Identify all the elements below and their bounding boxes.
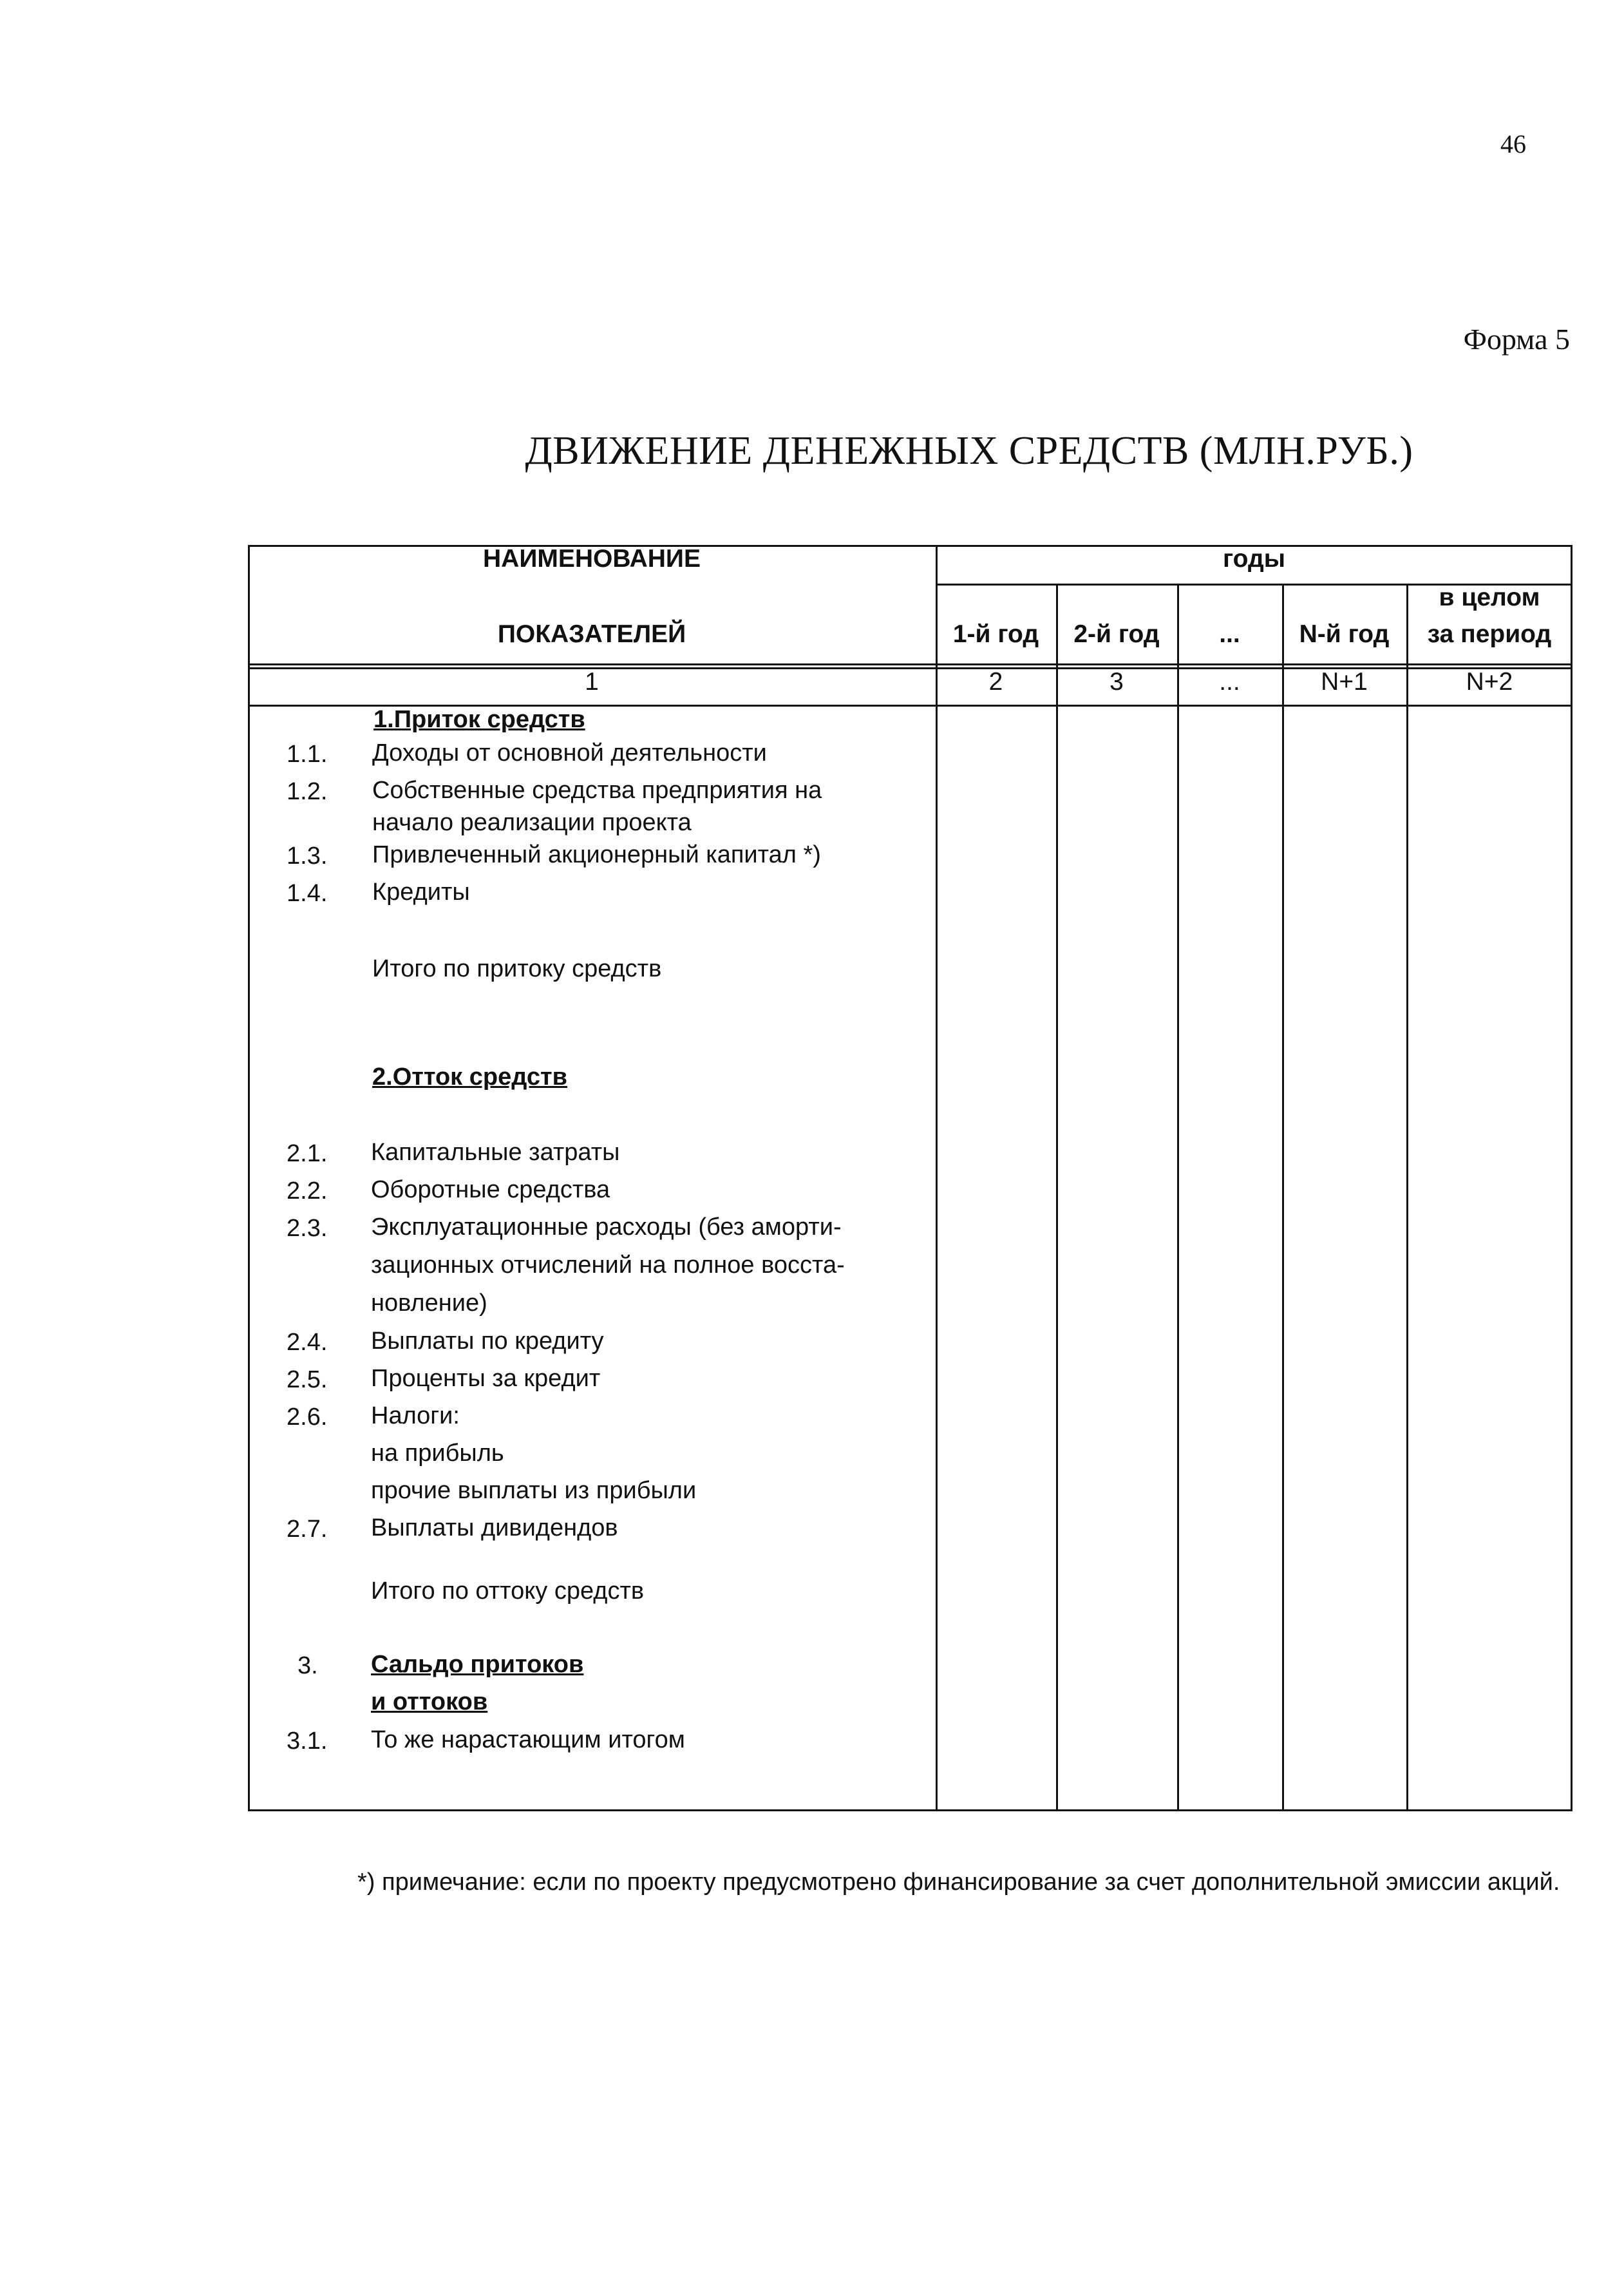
row-label: Оборотные средства <box>371 1176 610 1203</box>
col-number-dots: ... <box>1219 668 1240 696</box>
row-label: Налоги: <box>371 1402 460 1429</box>
subtotal-label: Итого по притоку средств <box>372 955 662 982</box>
row-label: Эксплуатационные расходы (без аморти- <box>371 1214 842 1241</box>
header-year1: 1-й год <box>952 620 1039 648</box>
header-name-line2: ПОКАЗАТЕЛЕЙ <box>497 620 686 648</box>
row-number: 3. <box>297 1652 318 1679</box>
section-title: и оттоков <box>371 1688 488 1715</box>
subtotal-label: Итого по оттоку средств <box>371 1577 645 1605</box>
row-label: Привлеченный акционерный капитал *) <box>372 841 821 868</box>
table-divider <box>1282 585 1284 1811</box>
section-title: 1.Приток средств <box>373 706 585 733</box>
row-label: прочие выплаты из прибыли <box>371 1477 697 1504</box>
row-number: 1.3. <box>287 843 328 870</box>
row-number: 2.5. <box>287 1366 328 1393</box>
row-label: То же нарастающим итогом <box>371 1726 685 1753</box>
row-label: Доходы от основной деятельности <box>372 739 767 767</box>
row-number: 1.2. <box>287 778 328 805</box>
document-title: ДВИЖЕНИЕ ДЕНЕЖНЫХ СРЕДСТВ (МЛН.РУБ.) <box>525 429 1413 473</box>
header-dots: ... <box>1219 620 1240 648</box>
row-label: Кредиты <box>372 879 470 906</box>
row-number: 2.2. <box>287 1177 328 1205</box>
header-name-line1: НАИМЕНОВАНИЕ <box>483 545 701 573</box>
footnote: *) примечание: если по проекту предусмотрено финансирование за счет дополнительной эмиссии акций. <box>357 1869 1560 1896</box>
row-label: на прибыль <box>371 1440 504 1467</box>
table-divider <box>936 545 938 1811</box>
row-number: 2.1. <box>287 1140 328 1167</box>
header-year2: 2-й год <box>1073 620 1160 648</box>
row-number: 3.1. <box>287 1728 328 1755</box>
header-total-line1: в целом <box>1439 584 1540 611</box>
col-number-1: 1 <box>585 668 599 696</box>
header-yearN: N-й год <box>1299 620 1390 648</box>
row-label: Выплаты по кредиту <box>371 1328 604 1355</box>
col-number-n2: N+2 <box>1466 668 1513 696</box>
header-total-line2: за период <box>1427 620 1552 648</box>
row-label: новление) <box>371 1290 487 1317</box>
row-label: Собственные средства предприятия на <box>372 777 822 804</box>
section-title: Сальдо притоков <box>371 1651 584 1678</box>
row-label: Проценты за кредит <box>371 1365 601 1392</box>
row-label: Капитальные затраты <box>371 1139 620 1166</box>
col-number-n1: N+1 <box>1321 668 1368 696</box>
form-label: Форма 5 <box>1463 323 1570 356</box>
row-number: 1.1. <box>287 741 328 768</box>
row-label: Выплаты дивидендов <box>371 1514 618 1541</box>
row-label: начало реализации проекта <box>372 809 692 836</box>
row-number: 2.3. <box>287 1215 328 1242</box>
header-years: годы <box>1222 545 1286 573</box>
table-divider <box>248 663 1572 665</box>
row-number: 2.6. <box>287 1404 328 1431</box>
row-number: 1.4. <box>287 880 328 907</box>
page-number: 46 <box>1500 129 1526 158</box>
col-number-2: 2 <box>988 668 1003 696</box>
section-title: 2.Отток средств <box>372 1063 567 1091</box>
row-label: зационных отчислений на полное восста- <box>371 1252 845 1279</box>
table-divider <box>1406 585 1408 1811</box>
row-number: 2.7. <box>287 1516 328 1543</box>
row-number: 2.4. <box>287 1329 328 1356</box>
table-divider <box>1177 585 1179 1811</box>
table-divider <box>1056 585 1058 1811</box>
col-number-3: 3 <box>1109 668 1124 696</box>
